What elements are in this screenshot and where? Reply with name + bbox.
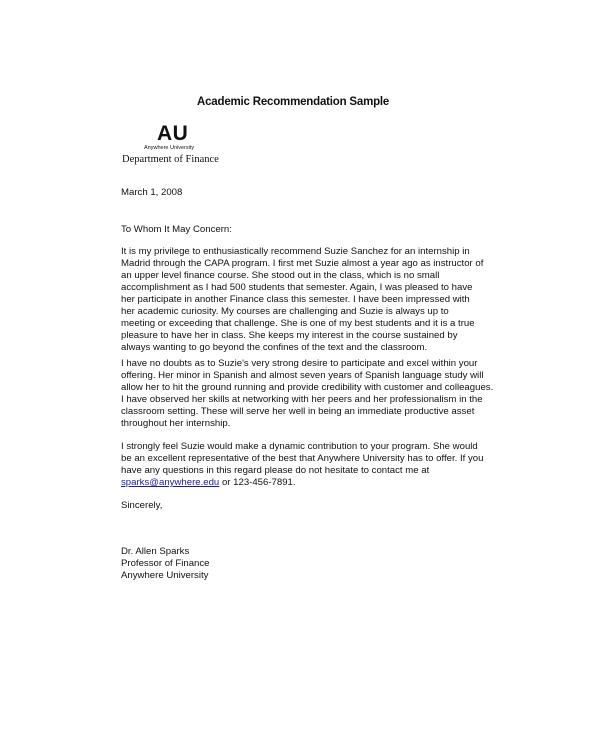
university-logo: AU [157,122,189,145]
paragraph-line: I strongly feel Suzie would make a dynamic contribution to your program. She would [121,441,478,452]
paragraph-line: classroom setting. These will serve her well in being an immediate productive asset [121,406,475,417]
paragraph-line: I have no doubts as to Suzie's very strong desire to participate and excel within your [121,358,478,369]
salutation: To Whom It May Concern: [121,224,232,235]
email-link[interactable]: sparks@anywhere.edu [121,477,220,488]
paragraph-line: have any questions in this regard please do not hesitate to contact me at [121,465,430,476]
closing: Sincerely, [121,500,163,511]
contact-line [121,477,483,489]
paragraph-line: her participate in another Finance class this semester. I have been impressed with [121,294,470,305]
paragraph-line: accomplishment as I had 500 students that semester. Again, I was pleased to have [121,282,473,293]
letter-date: March 1, 2008 [121,187,183,198]
paragraph-line: Madrid through the CAPA program. I first met Suzie almost a year ago as instructor of [121,258,484,269]
paragraph-2 [121,358,493,430]
paragraph-line: be an excellent representative of the best that Anywhere University has to offer. If you [121,453,484,464]
paragraph-3 [121,441,483,489]
signer-name: Dr. Allen Sparks [121,546,190,557]
phone-text: or 123-456-7891. [219,477,296,488]
paragraph-line: allow her to hit the ground running and provide credibility with customer and colleagues. [121,382,494,393]
letterhead-department: Department of Finance [122,154,219,165]
paragraph-line: pleasure to have her in class. She keeps my interest in the course sustained by [121,330,458,341]
paragraph-line: meeting or exceeding that challenge. She is one of my best students and it is a true [121,318,475,329]
paragraph-line: It is my privilege to enthusiastically recommend Suzie Sanchez for an internship in [121,246,470,257]
paragraph-line: an upper level finance course. She stood out in the class, which is no small [121,270,440,281]
paragraph-line: her academic curiosity. My courses are challenging and Suzie is always up to [121,306,449,317]
signature-block [121,546,210,582]
paragraph-line: I have observed her skills at networking with her peers and her professionalism in the [121,394,483,405]
paragraph-line: always wanting to go beyond the confines of the text and the classroom. [121,342,428,353]
letterhead-university: Anywhere University [144,145,195,151]
signer-institution: Anywhere University [121,570,209,581]
paragraph-line: throughout her internship. [121,418,231,429]
paragraph-line: offering. Her minor in Spanish and almost seven years of Spanish language study will [121,370,484,381]
document-title: Academic Recommendation Sample [197,96,390,108]
paragraph-1 [121,246,483,354]
signer-position: Professor of Finance [121,558,210,569]
